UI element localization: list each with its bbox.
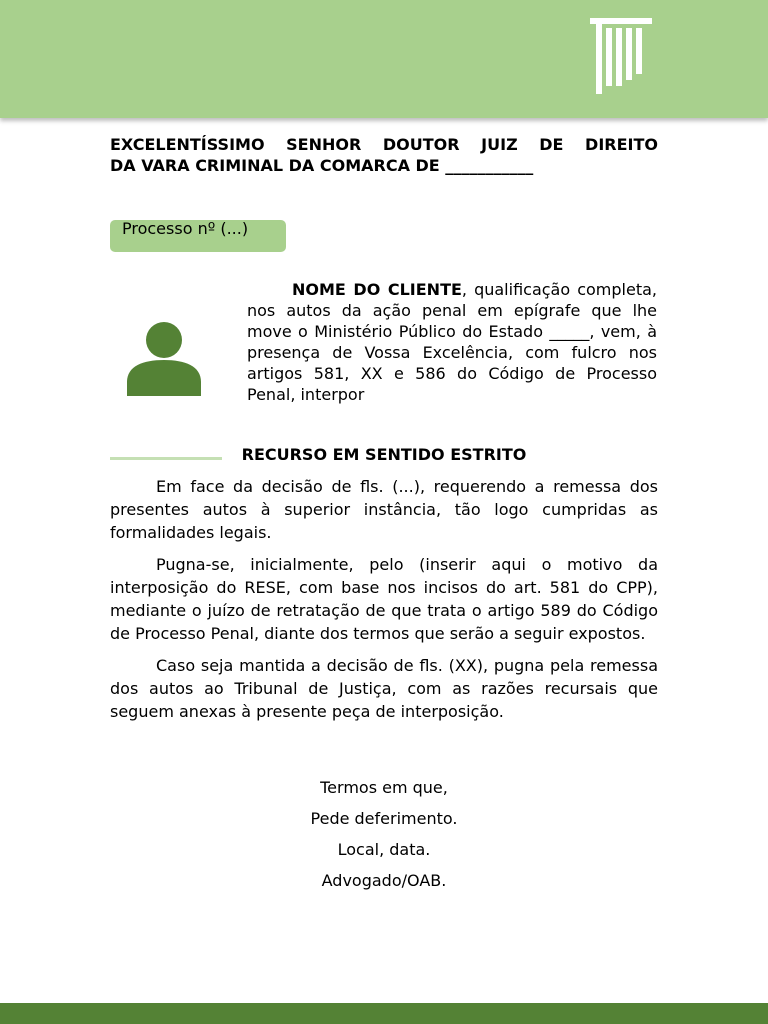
paragraph: Caso seja mantida a decisão de fls. (XX), pugna pela remessa dos autos ao Tribunal de Justiça, com as razões recursais que seguem anexas à presente peça de interposição. xyxy=(110,656,658,721)
client-name: NOME DO CLIENTE xyxy=(292,280,462,299)
addressee-line-1: EXCELENTÍSSIMO SENHOR DOUTOR JUIZ DE DIREITO xyxy=(110,135,658,154)
closing-line: Advogado/OAB. xyxy=(321,871,447,890)
addressee-line-2: DA VARA CRIMINAL DA COMARCA DE ___________ xyxy=(110,156,534,175)
client-text: , qualificação completa, nos autos da ação penal em epígrafe que lhe move o Ministério Público do Estado _____, vem, à presença de Vossa Excelência, com fulcro nos artigos 581, XX e 586 do Código de Processo Penal, interpor xyxy=(247,280,657,404)
closing-line: Pede deferimento. xyxy=(310,809,458,828)
closing-block xyxy=(110,776,658,900)
processo-label: Processo nº (...) xyxy=(122,219,249,238)
paragraph: Em face da decisão de fls. (...), requerendo a remessa dos presentes autos à superior instância, tão logo cumpridas as formalidades legais. xyxy=(110,477,658,542)
footer-band xyxy=(0,1003,768,1024)
body-text xyxy=(110,475,658,732)
section-title: RECURSO EM SENTIDO ESTRITO xyxy=(241,445,527,464)
header-band xyxy=(0,0,768,118)
processo-badge xyxy=(110,220,286,252)
client-qualification xyxy=(247,279,657,405)
closing-line: Local, data. xyxy=(337,840,431,859)
closing-line: Termos em que, xyxy=(320,778,448,797)
addressee xyxy=(110,134,658,176)
client-avatar-icon xyxy=(126,322,202,398)
paragraph: Pugna-se, inicialmente, pelo (inserir aqui o motivo da interposição do RESE, com base nos incisos do art. 581 do CPP), mediante o juízo de retratação de que trata o artigo 589 do Código de Processo Penal, diante dos termos que serão a seguir expostos. xyxy=(110,555,658,643)
column-logo-icon xyxy=(590,18,652,94)
